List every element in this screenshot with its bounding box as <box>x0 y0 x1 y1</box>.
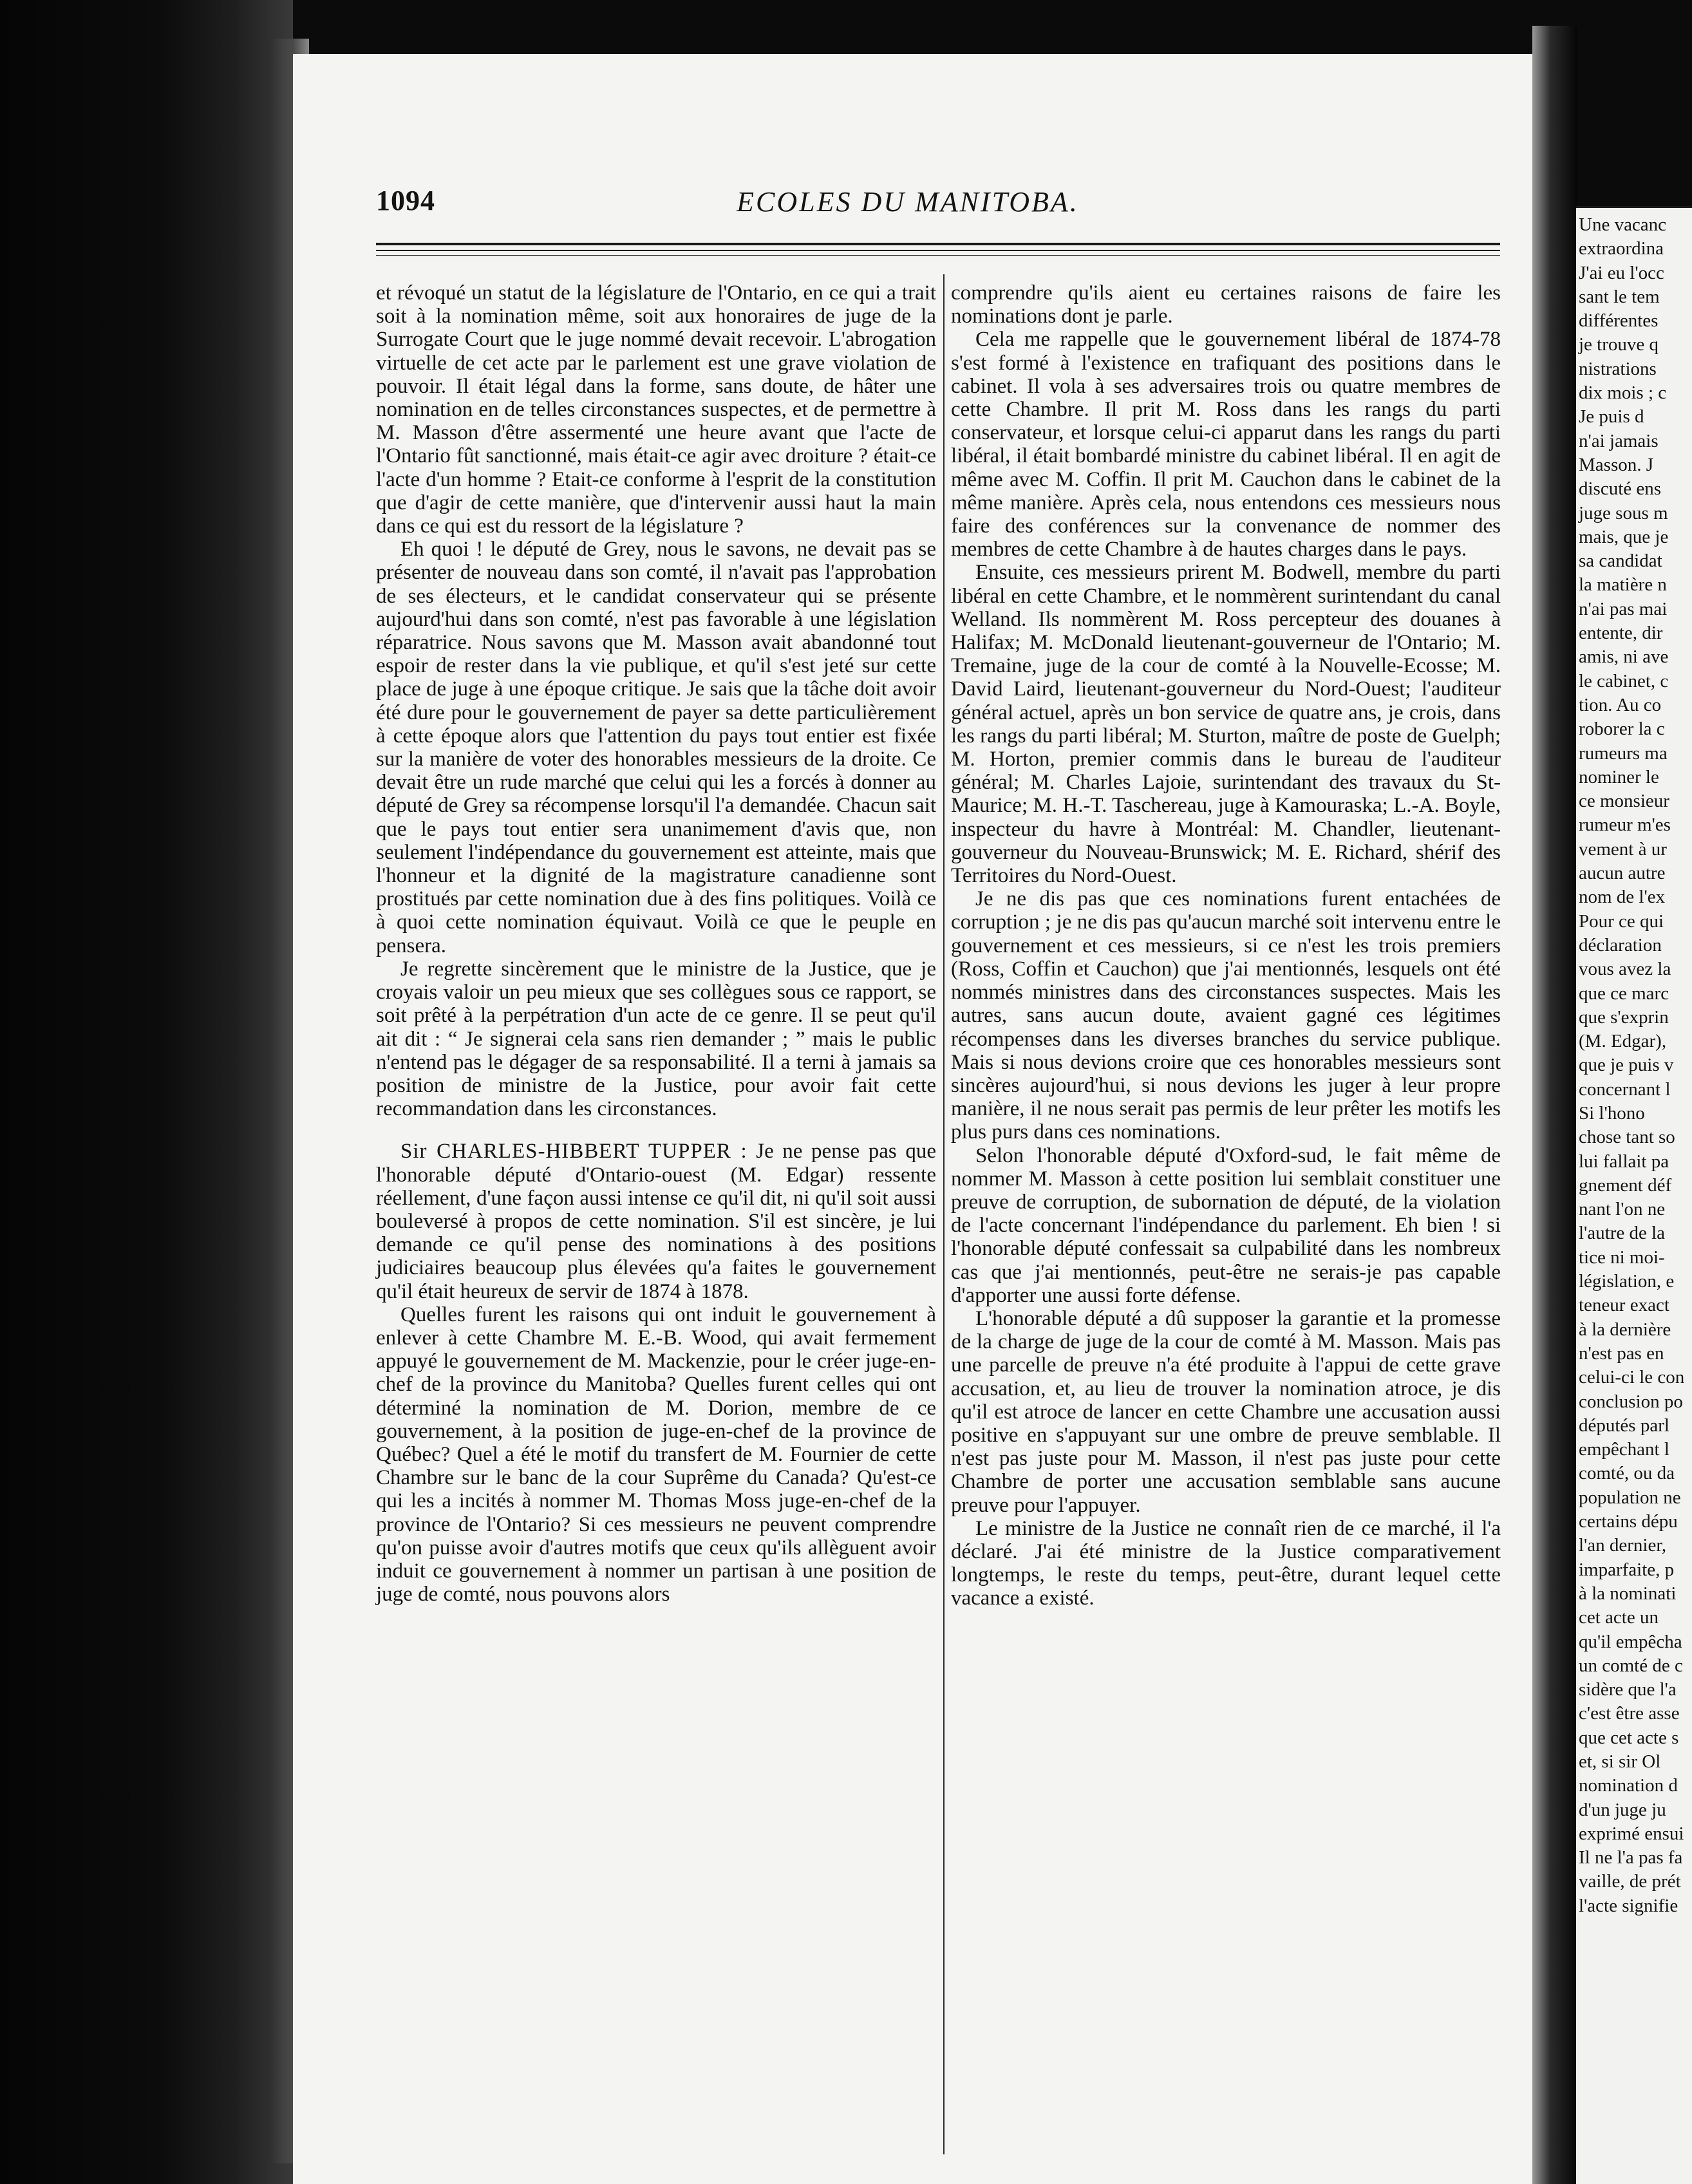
facing-page-line: à la nominati <box>1579 1583 1677 1604</box>
facing-page-line: rumeur m'es <box>1579 814 1671 836</box>
facing-page-line: exprimé ensui <box>1579 1823 1684 1844</box>
speech-paragraph <box>376 1140 936 1303</box>
right-column <box>951 281 1501 1610</box>
facing-page-line: députés parl <box>1579 1415 1669 1436</box>
facing-page-line: nomination d <box>1579 1775 1678 1796</box>
header-rule-hairline <box>376 255 1500 256</box>
facing-page-fragment <box>1576 206 1692 2184</box>
facing-page-line: que cet acte s <box>1579 1727 1679 1748</box>
facing-page-text <box>1576 213 1692 1918</box>
facing-page-line: l'an dernier, <box>1579 1535 1667 1556</box>
facing-page-line: différentes <box>1579 310 1659 332</box>
facing-page-line: la matière n <box>1579 574 1667 596</box>
facing-page-line: ce monsieur <box>1579 791 1669 812</box>
facing-page-line: le cabinet, c <box>1579 670 1669 692</box>
facing-page-line: gnement déf <box>1579 1174 1672 1196</box>
facing-page-line: nominer le <box>1579 766 1659 787</box>
left-column <box>376 281 936 1606</box>
paragraph: Eh quoi ! le député de Grey, nous le savons, ne devait pas se présenter de nouveau dans son comté, il n'avait pas l'approbation de ses électeurs, et le candidat conservateur qui se présente aujourd'hui dans son comté, n'est pas favorable à une législation réparatrice. Nous savons que M. Masson avait abandonné tout espoir de rester dans la vie publique, et qu'il s'est jeté sur cette place de juge à une époque critique. Je sais que la tâche doit avoir été dure pour le gouvernement de payer sa dette particulièrement à cette époque alors que l'attention du pays tout entier est fixée sur la manière de voter des honorables messieurs de la droite. Ce devait être un rude marché que celui qui les a forcés à donner au député de Grey sa récompense lorsqu'il l'a demandée. Chacun sait que le pays tout entier sera unanimement d'avis que, non seulement l'indépendance du gouvernement est atteinte, mais que l'honneur et la dignité de la magistrature canadienne sont prostitués par cette nomination due à des fins politiques. Voilà ce à quoi cette nomination équivaut. Voilà ce que le peuple en pensera. <box>376 538 936 957</box>
facing-page-line: nom de l'ex <box>1579 887 1666 908</box>
facing-page-line: teneur exact <box>1579 1295 1669 1316</box>
facing-page-line: n'est pas en <box>1579 1342 1664 1364</box>
paragraph: Je ne dis pas que ces nominations furent entachées de corruption ; je ne dis pas qu'aucun marché soit intervenu entre le gouvernement et ces messieurs, si ce n'est les trois premiers (Ross, Coffin et Cauchon) que j'ai mentionnés, lesquels ont été nommés ministres dans des circonstances suspectes. Mais les autres, sans aucun doute, avaient gagné ces légitimes récompenses dans les diverses branches du service publique. Mais si nous devions croire que ces honorables messieurs sont sincères aujourd'hui, si nous devions les juger à leur propre manière, il ne nous serait pas permis de leur prêter les motifs les plus purs dans ces nominations. <box>951 887 1501 1144</box>
facing-page-line: n'ai jamais <box>1579 430 1659 451</box>
facing-page-line: législation, e <box>1579 1271 1675 1292</box>
facing-page-line: sidère que l'a <box>1579 1679 1677 1700</box>
speaker-name: Sir CHARLES-HIBBERT TUPPER : <box>400 1140 747 1163</box>
facing-page-line: discuté ens <box>1579 478 1662 500</box>
facing-page-line: empêchant l <box>1579 1439 1669 1460</box>
running-title: ECOLES DU MANITOBA. <box>737 186 1079 218</box>
facing-page-line: population ne <box>1579 1487 1681 1508</box>
facing-page-line: nistrations <box>1579 358 1657 379</box>
facing-page-line: à la dernière <box>1579 1319 1671 1340</box>
facing-page-line: tice ni moi- <box>1579 1247 1665 1268</box>
facing-page-line: nant l'on ne <box>1579 1199 1666 1220</box>
paragraph: Le ministre de la Justice ne connaît rien de ce marché, il l'a déclaré. J'ai été ministre de la Justice comparativement longtemps, le reste du temps, peut-être, durant lequel cette vacance a existé. <box>951 1516 1501 1610</box>
facing-page-line: imparfaite, p <box>1579 1559 1675 1580</box>
header-rule-thin <box>376 250 1500 251</box>
facing-page-line: vaille, de prét <box>1579 1871 1681 1892</box>
book-spine <box>1532 26 1577 2184</box>
facing-page-line: cet acte un <box>1579 1607 1659 1628</box>
facing-page-line: (M. Edgar), <box>1579 1031 1667 1052</box>
facing-page-line: un comté de c <box>1579 1655 1683 1676</box>
facing-page-line: dix mois ; c <box>1579 382 1667 404</box>
paragraph: comprendre qu'ils aient eu certaines raisons de faire les nominations dont je parle. <box>951 281 1501 328</box>
facing-page-line: vement à ur <box>1579 838 1667 860</box>
facing-page-line: J'ai eu l'occ <box>1579 262 1664 283</box>
facing-page-line: mais, que je <box>1579 526 1669 547</box>
facing-page-line: Masson. J <box>1579 454 1654 475</box>
facing-page-line: Une vacanc <box>1579 214 1667 235</box>
paragraph: L'honorable député a dû supposer la garantie et la promesse de la charge de juge de la cour de comté à M. Masson. Mais pas une parcelle de preuve n'a été produite à l'appui de cette grave accusation, et, au lieu de trouver la nomination atroce, je dis qu'il est atroce de lancer en cette Chambre une accusation aussi positive en s'appuyant sur une ombre de preuve semblable. Il n'est pas juste pour M. Masson, il n'est pas juste pour cette Chambre de porter une accusation semblable sans aucune preuve pour l'appuyer. <box>951 1306 1501 1517</box>
facing-page-line: tion. Au co <box>1579 694 1662 715</box>
facing-page-line: roborer la c <box>1579 719 1665 740</box>
paragraph: et révoqué un statut de la législature de l'Ontario, en ce qui a trait soit à la nomination même, soit aux honoraires de juge de la Surrogate Court que le juge nommé devait recevoir. L'abrogation virtuelle de cet acte par le parlement est une grave violation de pouvoir. Il était légal dans la forme, sans doute, de hâter une nomination en de telles circonstances suspectes, et de permettre à M. Masson d'être assermenté une heure avant que l'acte de l'Ontario fût sanctionné, mais était-ce agir avec droiture ? était-ce l'acte d'un homme ? Etait-ce conforme à l'esprit de la constitution que d'agir de cette manière, que d'intervenir aussi haut la main dans ce qui est du ressort de la législature ? <box>376 281 936 538</box>
speech-text: Je ne pense pas que l'honorable député d'Ontario-ouest (M. Edgar) ressente réellement, d'une façon aussi intense ce qu'il dit, ni qu'il soit aussi bouleversé à propos de cette nomination. S'il est sincère, je lui demande ce qu'il pense des nominations à des positions judiciaires beaucoup plus élevées qu'a faites le gouvernement qu'il était heureux de servir de 1874 à 1878. <box>376 1140 936 1303</box>
facing-page-line: vous avez la <box>1579 959 1671 980</box>
facing-page-rule <box>1576 206 1692 208</box>
facing-page-line: déclaration <box>1579 934 1662 956</box>
facing-page-line: rumeurs ma <box>1579 742 1668 764</box>
facing-page-line: n'ai pas mai <box>1579 598 1668 619</box>
paragraph: Cela me rappelle que le gouvernement libéral de 1874-78 s'est formé à l'existence en trafiquant des positions dans le cabinet. Il vola à ses adversaires trois ou quatre membres de cette Chambre. Il prit M. Ross dans les rangs du parti conservateur, et lorsque celui-ci apparut dans les rangs du parti libéral, il était bombardé ministre du cabinet libéral. Il en agit de même avec M. Coffin. Il prit M. Cauchon dans le cabinet de la même manière. Après cela, nous entendons ces messieurs nous faire des conférences sur la convenance de nommer des membres de cette Chambre à de hautes charges dans le pays. <box>951 328 1501 561</box>
facing-page-line: chose tant so <box>1579 1127 1675 1148</box>
facing-page-line: certains dépu <box>1579 1511 1678 1532</box>
facing-page-line: Je puis d <box>1579 406 1644 428</box>
facing-page-line: Si l'hono <box>1579 1102 1645 1124</box>
facing-page-line: l'acte signifie <box>1579 1895 1678 1916</box>
facing-page-line: que je puis v <box>1579 1055 1674 1076</box>
paragraph: Selon l'honorable député d'Oxford-sud, le fait même de nommer M. Masson à cette position lui semblait constituer une preuve de corruption, de subornation de député, de la violation de l'acte concernant l'indépendance du parlement. Eh bien ! si l'honorable député confessait sa culpabilité dans les nombreux cas que j'ai mentionnés, peut-être ne serais-je pas capable d'apporter une aussi forte défense. <box>951 1144 1501 1307</box>
facing-page-line: lui fallait pa <box>1579 1151 1669 1172</box>
facing-page-line: sa candidat <box>1579 551 1662 572</box>
facing-page-line: juge sous m <box>1579 502 1668 523</box>
facing-page-line: amis, ni ave <box>1579 646 1669 668</box>
paragraph: Quelles furent les raisons qui ont induit le gouvernement à enlever à cette Chambre M. E.-B. Wood, qui avait fermement appuyé le gouvernement de M. Mackenzie, pour le créer juge-en-chef de la province du Manitoba? Quelles furent celles qui ont déterminé la nomination de M. Dorion, membre de ce gouvernement, à la position de juge-en-chef de la province de Québec? Quel a été le motif du transfert de M. Fournier de cette Chambre sur le banc de la cour Suprême du Canada? Qu'est-ce qui les a incités à nommer M. Thomas Moss juge-en-chef de la province de l'Ontario? Si ces messieurs ne peuvent comprendre qu'on puisse avoir d'autres motifs que ceux qu'ils allèguent avoir induit ce gouvernement à nommer un partisan à une position de juge de comté, nous pouvons alors <box>376 1303 936 1606</box>
page-number: 1094 <box>376 185 435 216</box>
header-rule <box>376 243 1500 245</box>
facing-page-line: entente, dir <box>1579 623 1663 644</box>
facing-page-line: que ce marc <box>1579 983 1669 1004</box>
facing-page-line: concernant l <box>1579 1078 1671 1100</box>
facing-page-line: et, si sir Ol <box>1579 1751 1661 1772</box>
facing-page-line: c'est être asse <box>1579 1703 1680 1724</box>
facing-page-line: sant le tem <box>1579 286 1660 307</box>
facing-page-line: Pour ce qui <box>1579 910 1664 932</box>
facing-page-line: qu'il empêcha <box>1579 1631 1682 1652</box>
paragraph: Je regrette sincèrement que le ministre de la Justice, que je croyais valoir un peu mieux que ses collègues sous ce rapport, se soit prêté à la perpétration d'un acte de ce genre. Il se peut qu'il ait dit : “ Je signerai cela sans rien demander ; ” mais le public n'entend pas le dégager de sa responsabilité. Il a terni à jamais sa position de ministre de la Justice, pour avoir fait cette recommandation dans les circonstances. <box>376 957 936 1121</box>
facing-page-line: d'un juge ju <box>1579 1799 1666 1820</box>
facing-page-line: je trouve q <box>1579 334 1659 355</box>
facing-page-line: extraordina <box>1579 238 1664 259</box>
facing-page-line: l'autre de la <box>1579 1223 1666 1244</box>
facing-page-line: Il ne l'a pas fa <box>1579 1847 1683 1869</box>
facing-page-line: aucun autre <box>1579 863 1666 884</box>
facing-page-line: celui-ci le con <box>1579 1367 1685 1388</box>
facing-page-line: que s'exprin <box>1579 1006 1669 1028</box>
scan-dark-margin <box>0 0 293 2184</box>
facing-page-line: comté, ou da <box>1579 1463 1675 1484</box>
column-divider <box>943 274 945 2154</box>
paragraph: Ensuite, ces messieurs prirent M. Bodwell, membre du parti libéral en cette Chambre, et le nommèrent surintendant du canal Welland. Ils nommèrent M. Ross percepteur des douanes à Halifax; M. McDonald lieutenant-gouverneur de l'Ontario; M. Tremaine, juge de la cour de comté à la Nouvelle-Ecosse; M. David Laird, lieutenant-gouverneur du Nord-Ouest; l'auditeur général actuel, après un bon service de quatre ans, je crois, dans les rangs du parti libéral; M. Sturton, maître de poste de Guelph; M. Horton, premier commis dans le bureau de l'auditeur général; M. Charles Lajoie, surintendant des travaux du St-Maurice; M. H.-T. Taschereau, juge à Kamouraska; L.-A. Boyle, inspecteur du havre à Montréal: M. Chandler, lieutenant-gouverneur du Nouveau-Brunswick; M. E. Richard, shérif des Territoires du Nord-Ouest. <box>951 561 1501 888</box>
facing-page-line: conclusion po <box>1579 1391 1683 1412</box>
